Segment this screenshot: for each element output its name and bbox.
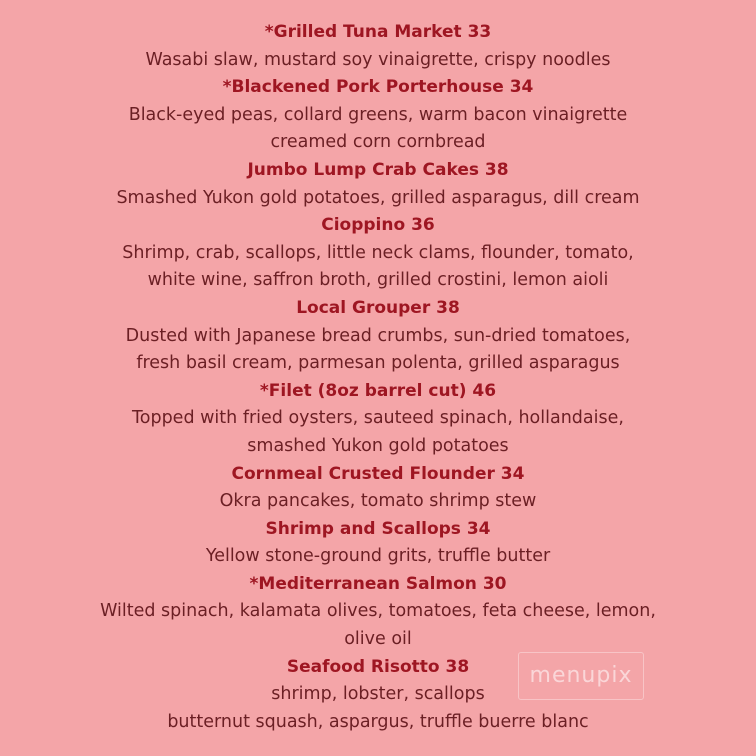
menu-item-name: Shrimp and Scallops 34: [265, 518, 491, 539]
menu-item-name: Seafood Risotto 38: [286, 656, 470, 677]
menu-item-description: Yellow stone-ground grits, truffle butter: [205, 546, 551, 567]
menu-item-description: Shrimp, crab, scallops, little neck clams, flounder, tomato,: [122, 242, 634, 263]
menu-item-description: Topped with fried oysters, sauteed spinach, hollandaise,: [132, 408, 624, 429]
menu-item-description: Wilted spinach, kalamata olives, tomatoes, feta cheese, lemon,: [100, 601, 656, 622]
menu-item-name: *Filet (8oz barrel cut) 46: [259, 380, 497, 401]
menu-item-name: *Mediterranean Salmon 30: [249, 573, 507, 594]
menupix-watermark: menupix: [518, 652, 644, 700]
menu-item-name: Cornmeal Crusted Flounder 34: [231, 463, 525, 484]
menu-item-description: Dusted with Japanese bread crumbs, sun-dried tomatoes,: [125, 325, 631, 346]
menu-item-description: Okra pancakes, tomato shrimp stew: [219, 491, 537, 512]
menu-item-description: shrimp, lobster, scallops: [271, 684, 485, 705]
menu-item-name: *Blackened Pork Porterhouse 34: [222, 77, 534, 98]
menu-item-name: Local Grouper 38: [296, 297, 460, 318]
menu-item-name: Cioppino 36: [321, 215, 435, 236]
menu-item-description: Wasabi slaw, mustard soy vinaigrette, crispy noodles: [145, 49, 611, 70]
menu-item-description: white wine, saffron broth, grilled crostini, lemon aioli: [147, 270, 609, 291]
menu-item-name: *Grilled Tuna Market 33: [264, 22, 492, 42]
menu-item-description: creamed corn cornbread: [270, 132, 486, 153]
menu-list: [0, 19, 756, 736]
menu-item-description: fresh basil cream, parmesan polenta, grilled asparagus: [136, 353, 620, 374]
menu-item-name: Jumbo Lump Crab Cakes 38: [247, 159, 509, 180]
menu-item-description: Black-eyed peas, collard greens, warm bacon vinaigrette: [128, 104, 628, 125]
menu-item-description: smashed Yukon gold potatoes: [247, 435, 509, 456]
menu-item-description: olive oil: [344, 629, 412, 650]
menu-item-description: Smashed Yukon gold potatoes, grilled asparagus, dill cream: [116, 187, 640, 208]
menu-item-description: butternut squash, aspargus, truffle buerre blanc: [167, 711, 589, 732]
